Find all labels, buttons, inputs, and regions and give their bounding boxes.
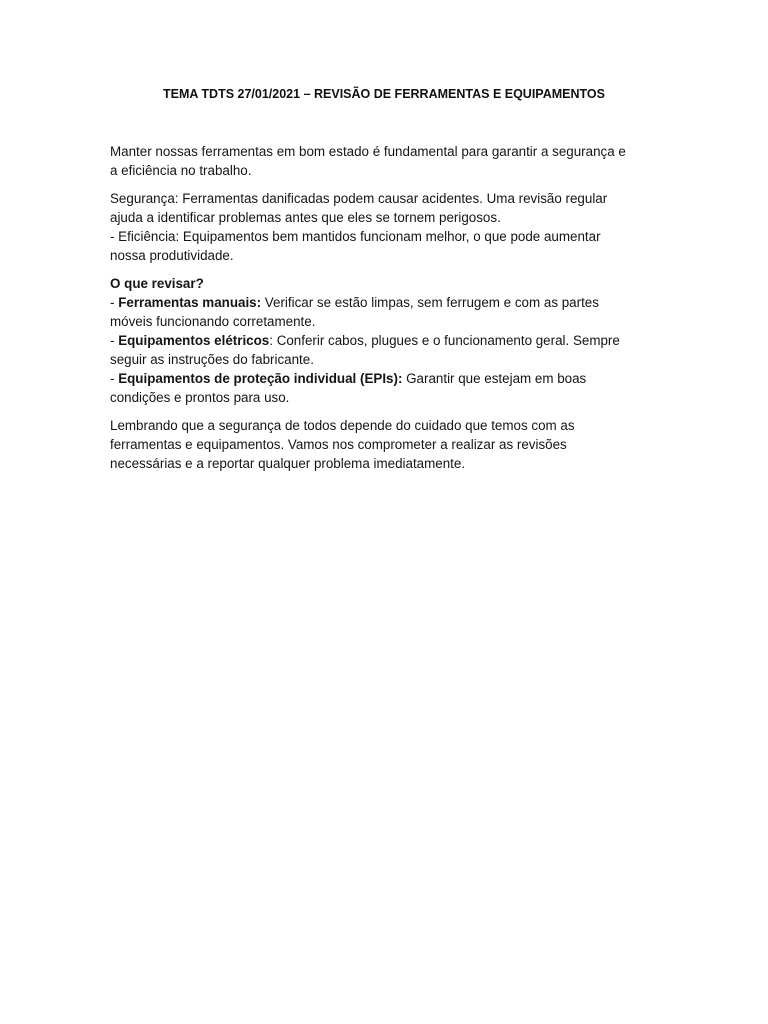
document-body [110,142,666,482]
closing-paragraph [110,416,666,473]
item-dash: - [110,371,119,386]
document-title: TEMA TDTS 27/01/2021 – REVISÃO DE FERRAMENTAS E EQUIPAMENTOS [163,87,605,101]
checklist-item-continuation: seguir as instruções do fabricante. [110,352,314,367]
checklist-item [110,369,666,388]
checklist-item [110,331,666,350]
checklist-item [110,293,666,312]
checklist-item-continuation: condições e prontos para uso. [110,390,290,405]
checklist-item-continuation: móveis funcionando corretamente. [110,314,316,329]
checklist-section [110,274,666,407]
benefits-line: - Eficiência: Equipamentos bem mantidos funcionam melhor, o que pode aumentar [110,229,601,244]
benefits-line: Segurança: Ferramentas danificadas podem causar acidentes. Uma revisão regular [110,191,608,206]
item-text: Verificar se estão limpas, sem ferrugem e com as partes [261,295,599,310]
closing-line: Lembrando que a segurança de todos depende do cuidado que temos com as [110,418,575,433]
item-dash: - [110,333,119,348]
intro-paragraph [110,142,666,180]
intro-line: a eficiência no trabalho. [110,163,252,178]
closing-line: necessárias e a reportar qualquer problema imediatamente. [110,456,466,471]
item-text: : Conferir cabos, plugues e o funcionamento geral. Sempre [269,333,620,348]
item-label: Equipamentos de proteção individual (EPIs): [118,371,403,386]
benefits-line: nossa produtividade. [110,248,234,263]
checklist-heading: O que revisar? [110,276,204,291]
benefits-paragraph [110,189,666,265]
benefits-line: ajuda a identificar problemas antes que eles se tornem perigosos. [110,210,501,225]
item-text: Garantir que estejam em boas [402,371,587,386]
item-label: Ferramentas manuais: [118,295,262,310]
intro-line: Manter nossas ferramentas em bom estado é fundamental para garantir a segurança e [110,144,626,159]
item-dash: - [110,295,119,310]
item-label: Equipamentos elétricos [118,333,270,348]
closing-line: ferramentas e equipamentos. Vamos nos comprometer a realizar as revisões [110,437,567,452]
